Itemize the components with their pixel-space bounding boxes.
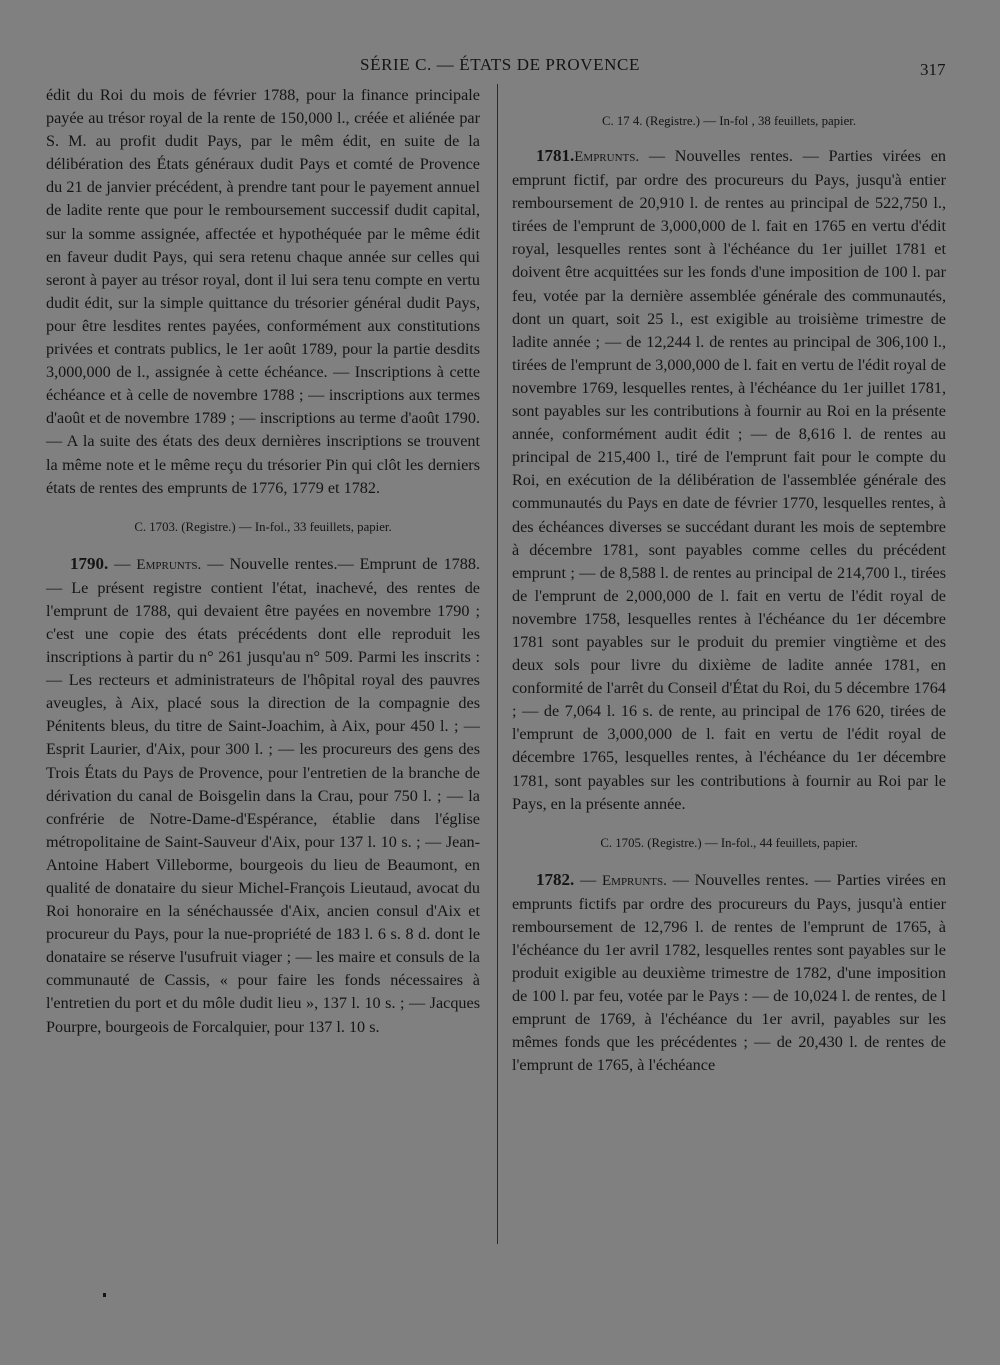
archive-reference-c1703: C. 1703. (Registre.) — In-fol., 33 feuillets, papier.: [134, 519, 392, 534]
left-column: [46, 84, 480, 1039]
entry-year: 1790.: [70, 553, 109, 573]
column-divider: [497, 84, 498, 1244]
entry-1790: 1790. — Emprunts. — Nouvelle rentes.— Emprunt de 1788. — Le présent registre contient l'état, inachevé, des rentes de l'emprunt de 1788, qui devaient être payées en novembre 1790 ; c'est une copie des états précédents dont elle reproduit les inscriptions à partir du n° 261 jusqu'au n° 509. Parmi les inscrits : — Les recteurs et administrateurs de l'hôpital royal des pauvres aveugles, à Aix, placé sous la direction de la compagnie des Pénitents bleus, du titre de Saint-Joachim, à Aix, pour 450 l. ; — Esprit Laurier, d'Aix, pour 300 l. ; — les procureurs des gens des Trois États du Pays de Provence, pour l'entretien de la branche de dérivation du canal de Boisgelin dans la Crau, pour 750 l. ; — la confrérie de Notre-Dame-d'Espérance, établie dans l'église métropolitaine de Saint-Sauveur d'Aix, pour 137 l. 10 s. ; — Jean-Antoine Habert Villeborme, bourgeois du lieu de Beaumont, en qualité de donataire du sieur Michel-François Lieutaud, avocat du Roi honoraire en la sénéchaussée d'Aix, ancien consul d'Aix et procureur du Pays, pour la nue-propriété de 183 l. 6 s. 8 d. dont le donataire se réserve l'usufruit viager ; — les maire et consuls de la communauté de Cassis, « pour faire les fonds nécessaires à l'entretien du port et du môle dudit lieu », 137 l. 10 s. ; — Jacques Pourpre, bourgeois de Forcalquier, pour 137 l. 10 s.: [46, 553, 480, 1036]
entry-text: — Nouvelles rentes. — Parties virées en emprunts fictifs par ordre des procureurs du Pays, jusqu'à entier remboursement de 12,796 l. de rentes de l'emprunt de 1765, à l'échéance du 1er avril 1782, lesquelles rentes sont payables sur le produit exigible au deuxième trimestre de 1782, d'une imposition de 100 l. par feu, votée par le Pays : — de 10,024 l. de rentes, de l emprunt de 1769, à l'échéance du 1er avril, payables sur les mêmes fonds que les précédentes ; — de 20,430 l. de rentes de l'emprunt de 1765, à l'échéance: [512, 870, 947, 1075]
entry-text: — Nouvelles rentes. — Parties virées en emprunt fictif, par ordre des procureurs du Pays, jusqu'à entier remboursement de 20,910 l. de rentes au principal de 522,750 l., tirées de l'emprunt de 3,000,000 de l. fait en 1765 en vertu d'édit royal, lesquelles rentes sont à l'échéance du 1er juillet 1781 et doivent être acquittées sur les fonds d'une imposition de 100 l. par feu, votée par la dernière assemblée générale des communautés, dont un quart, soit 25 l., est exigible au troisième trimestre de ladite année ; — de 12,244 l. de rentes au principal de 306,100 l., tirées de l'emprunt de 3,000,000 de l. fait en vertu de l'édit royal de novembre 1769, lesquelles rentes, à l'échéance du 1er juillet 1781, sont payables sur les contributions à fournir au Roi en la présente année, conformément audit édit ; — de 8,616 l. de rentes au principal de 215,400 l., tiré de l'emprunt fait pour le compte du Roi, en exécution de la délibération de l'assemblée générale des communautés du Pays en date de février 1770, lesquelles rentes, à des échéances diverses se succédant durant les mois de septembre à décembre 1781, sont payables comme celles du précédent emprunt ; — de 8,588 l. de rentes au principal de 214,700 l., tirées de l'emprunt de 2,000,000 de l. fait en vertu de l'édit royal de novembre 1758, lesquelles rentes à l'échéance du 1er décembre 1781 sont payables sur le produit du premier vingtième et des deux sols pour livre du dixième de ladite année 1781, en conformité de l'arrêt du Conseil d'État du Roi, du 5 décembre 1764 ; — de 7,064 l. 16 s. de rente, au principal de 176 620, tirées de l'emprunt de 3,000,000 de l. fait en vertu de l'édit royal de décembre 1765, lesquelles rentes, à l'échéance du 1er décembre 1781, sont payables sur les contributions à fournir au Roi par le Pays, en la présente année.: [512, 147, 947, 813]
running-title: SÉRIE C. — ÉTATS DE PROVENCE: [360, 55, 640, 74]
right-column: [512, 112, 946, 1078]
entry-year: 1782.: [536, 869, 575, 889]
entry-heading: Emprunts.: [574, 149, 640, 165]
entry-year: 1781.: [536, 146, 575, 165]
entry-1782: 1782. — Emprunts. — Nouvelles rentes. — Parties virées en emprunts fictifs par ordre des procureurs du Pays, jusqu'à entier remboursement de 12,796 l. de rentes de l'emprunt de 1765, à l'échéance du 1er avril 1782, lesquelles rentes sont payables sur le produit exigible au deuxième trimestre de 1782, d'une imposition de 100 l. par feu, votée par le Pays : — de 10,024 l. de rentes, de l emprunt de 1769, à l'échéance du 1er avril, payables sur les mêmes fonds que les précédentes ; — de 20,430 l. de rentes de l'emprunt de 1765, à l'échéance: [512, 869, 947, 1075]
continuation-paragraph: édit du Roi du mois de février 1788, pour la finance principale payée au trésor royal de la rente de 150,000 l., créée et aliénée par S. M. au profit dudit Pays, par le mêm édit, en suite de la délibération des États généraux dudit Pays et comté de Provence du 21 de janvier précédent, à prendre tant pour le payement annuel de ladite rente que pour le remboursement successif dudit capital, sur la somme assignée, affectée et hypothéquée par le même édit en faveur dudit Pays, qui sera retenu chaque année sur celles qui seront à payer au trésor royal, dont il lui sera tenu compte en vertu dudit édit, sur la simple quittance du trésorier général dudit Pays, pour être lesdites rentes payées, conformément aux constitutions privées et contrats publics, le 1er août 1789, pour la partie desdits 3,000,000 de l., assignée à cette échéance. — Inscriptions à cette échéance et à celle de novembre 1788 ; — inscriptions aux termes d'août et de novembre 1789 ; — inscriptions au terme d'août 1790. — A la suite des états des deux dernières inscriptions se trouvent la même note et le même reçu du trésorier Pin qui clôt les derniers états de rentes des emprunts de 1776, 1779 et 1782.: [46, 86, 480, 497]
ink-speck: [103, 1293, 106, 1297]
entry-heading: Emprunts.: [602, 872, 667, 889]
page-number: 317: [920, 60, 946, 79]
entry-1781: [512, 144, 946, 816]
entry-text: — Nouvelle rentes.— Emprunt de 1788. — Le présent registre contient l'état, inachevé, des rentes de l'emprunt de 1788, qui devaient être payées en novembre 1790 ; c'est une copie des états précédents dont elle reproduit les inscriptions à partir du n° 261 jusqu'au n° 509. Parmi les inscrits : — Les recteurs et administrateurs de l'hôpital royal des pauvres aveugles, à Aix, placé sous la direction de la compagnie des Pénitents bleus, du titre de Saint-Joachim, à Aix, pour 450 l. ; — Esprit Laurier, d'Aix, pour 300 l. ; — les procureurs des gens des Trois États du Pays de Provence, pour l'entretien de la branche de dérivation du canal de Boisgelin dans la Crau, pour 750 l. ; — la confrérie de Notre-Dame-d'Espérance, établie dans l'église métropolitaine de Saint-Sauveur d'Aix, pour 137 l. 10 s. ; — Jean-Antoine Habert Villeborme, bourgeois du lieu de Beaumont, en qualité de donataire du sieur Michel-François Lieutaud, avocat du Roi honoraire en la sénéchaussée d'Aix, ancien consul d'Aix et procureur du Pays, pour la nue-propriété de 183 l. 6 s. 8 d. dont le donataire se réserve l'usufruit viager ; — les maire et consuls de la communauté de Cassis, « pour faire les fonds nécessaires à l'entretien du port et du môle dudit lieu », 137 l. 10 s. ; — Jacques Pourpre, bourgeois de Forcalquier, pour 137 l. 10 s.: [46, 554, 480, 1036]
archive-reference-c1705: C. 1705. (Registre.) — In-fol., 44 feuillets, papier.: [600, 835, 858, 850]
archive-reference-c1704: C. 17 4. (Registre.) — In-fol , 38 feuillets, papier.: [601, 114, 857, 128]
entry-heading: Emprunts.: [136, 556, 202, 573]
